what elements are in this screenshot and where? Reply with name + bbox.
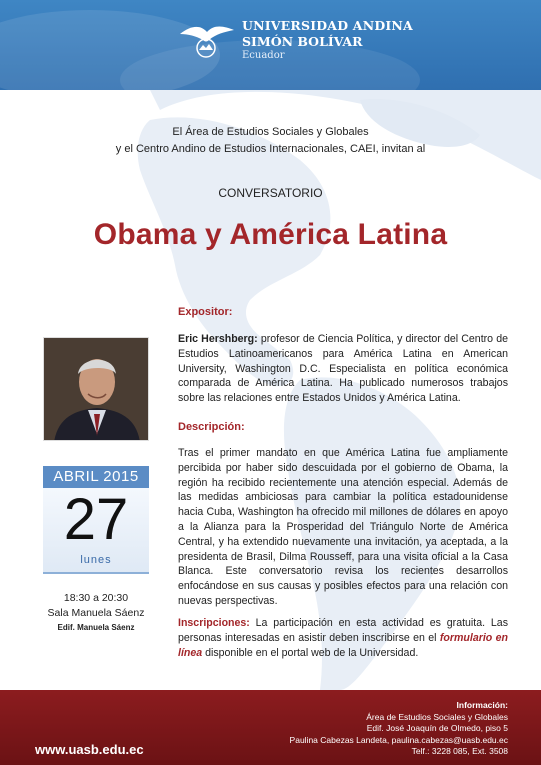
speaker-portrait-image (44, 338, 149, 441)
event-time: 18:30 a 20:30 (63, 592, 129, 604)
registration-text-part2: disponible en el portal web de la Universidad. (202, 646, 419, 659)
event-type: CONVERSATORIO (218, 186, 323, 200)
date-calendar-box (43, 488, 149, 574)
event-building: Edif. Manuela Sáenz (57, 623, 135, 632)
invitation-line2: y el Centro Andino de Estudios Internacionales, CAEI, invitan al (115, 143, 426, 155)
logo-text-line1: UNIVERSIDAD ANDINA (242, 18, 413, 33)
date-weekday: lunes (80, 554, 112, 566)
condor-icon (178, 20, 236, 60)
event-title: Obama y América Latina (93, 218, 448, 251)
speaker-bio (178, 332, 508, 406)
registration-form-link[interactable]: formulario en línea (178, 631, 508, 659)
info-heading: Información: (456, 700, 508, 710)
invitation-text (0, 124, 541, 158)
logo-text-line3: Ecuador (242, 50, 285, 61)
description-text: Tras el primer mandato en que América Latina fue ampliamente percibida por haber sido descuidada por el gobierno de Obama, la región ha recibido recientemente una atención especial. Además de las medidas ambiciosas para cambiar la política estadounidense hacia Cuba, Washington ha ofrecido mil millones de dólares en apoyo a la Alianza para la Prosperidad del Triángulo Norte de América Central, y ha extendido nuevamente una invitación, ya aceptada, a la presidenta de Brasil, Dilma Rousseff, para una visita oficial a la Casa Blanca. Este conversatorio revisa los recientes desarrollos enfocándose en sus causas y posibles efectos para una relación con nuevas perspectivas. (178, 447, 508, 607)
info-line2: Edif. José Joaquín de Olmedo, piso 5 (366, 723, 508, 733)
info-line1: Área de Estudios Sociales y Globales (366, 711, 508, 722)
date-day: 27 (63, 487, 129, 552)
speaker-photo (43, 337, 149, 441)
registration-text (178, 616, 508, 660)
description-heading: Descripción: (178, 421, 245, 433)
contact-info (290, 700, 508, 758)
website-link[interactable]: www.uasb.edu.ec (35, 742, 144, 757)
info-phone: Telf.: 3228 085, Ext. 3508 (411, 746, 508, 756)
registration-label: Inscripciones: (178, 617, 250, 629)
registration-text-part1: La participación en esta actividad es gratuita. Las personas interesadas en asistir deben inscribirse en el (178, 617, 508, 644)
university-logo[interactable] (178, 20, 413, 61)
speaker-name: Eric Hershberg: (178, 333, 258, 345)
date-month-year: ABRIL 2015 (43, 466, 149, 488)
event-room: Sala Manuela Sáenz (47, 607, 145, 619)
footer (0, 690, 541, 765)
info-contact-email[interactable]: Paulina Cabezas Landeta, paulina.cabezas@uasb.edu.ec (289, 734, 508, 745)
logo-text-line2: SIMÓN BOLÍVAR (242, 33, 363, 49)
invitation-line1: El Área de Estudios Sociales y Globales (172, 126, 369, 138)
header-banner (0, 0, 541, 90)
speaker-bio-text: profesor de Ciencia Política, y director del Centro de Estudios Latinoamericanos para América Latina en American University, Washington D.C. Especialista en política económica comparada de América Latina. Ha publicado numerosos trabajos sobre las relaciones entre Estados Unidos y América Latina. (178, 333, 508, 405)
speaker-heading: Expositor: (178, 306, 233, 318)
